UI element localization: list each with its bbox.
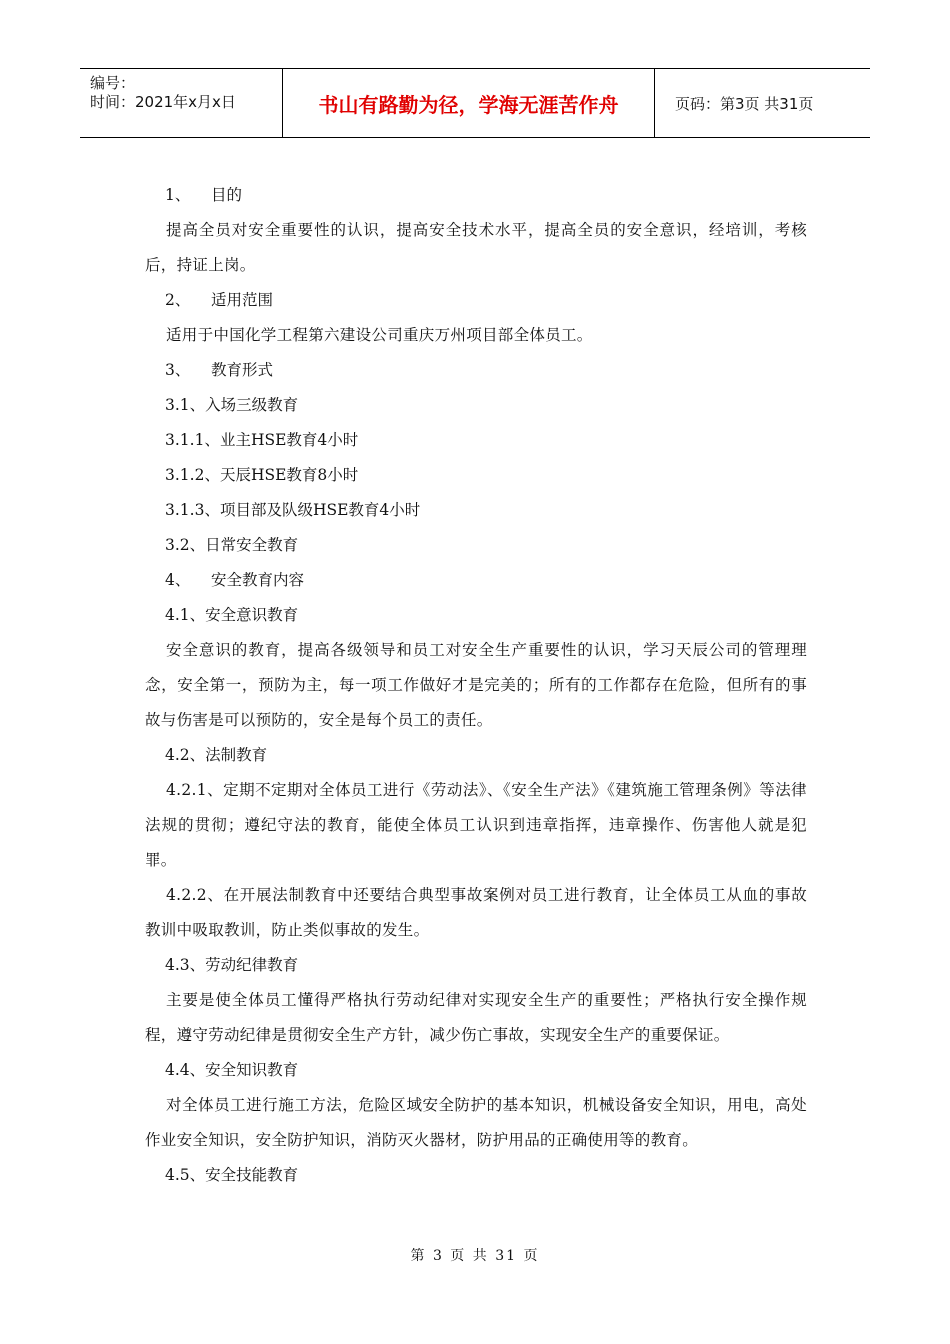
section-heading bbox=[145, 563, 807, 598]
section-title: 安全教育内容 bbox=[211, 571, 305, 589]
paragraph: 主要是使全体员工懂得严格执行劳动纪律对实现安全生产的重要性；严格执行安全操作规程，遵守劳动纪律是贯彻安全生产方针，减少伤亡事故，实现安全生产的重要保证。 bbox=[145, 991, 807, 1044]
paragraph: 对全体员工进行施工方法，危险区域安全防护的基本知识，机械设备安全知识，用电，高处作业安全知识，安全防护知识，消防灭火器材，防护用品的正确使用等的教育。 bbox=[145, 1096, 807, 1149]
header-table bbox=[80, 68, 870, 138]
document-number: 编号： bbox=[90, 74, 136, 92]
header-meta-cell bbox=[80, 69, 283, 137]
paragraph: 提高全员对安全重要性的认识，提高安全技术水平，提高全员的安全意识，经培训，考核后，持证上岗。 bbox=[145, 221, 807, 274]
subsection-heading: 3.1.2、天辰HSE教育8小时 bbox=[165, 466, 359, 484]
subsection-heading: 4.5、安全技能教育 bbox=[165, 1166, 299, 1184]
paragraph: 适用于中国化学工程第六建设公司重庆万州项目部全体员工。 bbox=[166, 326, 593, 344]
section-number: 2、 bbox=[165, 291, 191, 309]
subsection-heading: 4.3、劳动纪律教育 bbox=[165, 956, 299, 974]
subsection-heading: 3.2、日常安全教育 bbox=[165, 536, 299, 554]
section-number: 3、 bbox=[165, 361, 191, 379]
subsection-heading: 4.4、安全知识教育 bbox=[165, 1061, 299, 1079]
section-title: 适用范围 bbox=[211, 291, 274, 309]
header-page-info bbox=[665, 69, 870, 137]
section-title: 目的 bbox=[211, 186, 243, 204]
header-slogan: 书山有路勤为径，学海无涯苦作舟 bbox=[283, 69, 655, 137]
document-body bbox=[145, 178, 807, 1193]
section-heading bbox=[145, 178, 807, 213]
page-info-text: 页码：第3页 共31页 bbox=[675, 94, 814, 113]
section-title: 教育形式 bbox=[211, 361, 274, 379]
subsection-heading: 3.1.1、业主HSE教育4小时 bbox=[165, 431, 359, 449]
paragraph: 4.2.1、定期不定期对全体员工进行《劳动法》、《安全生产法》《建筑施工管理条例》等法律法规的贯彻；遵纪守法的教育，能使全体员工认识到违章指挥，违章操作、伤害他人就是犯罪。 bbox=[145, 781, 807, 869]
paragraph: 安全意识的教育，提高各级领导和员工对安全生产重要性的认识，学习天辰公司的管理理念，安全第一，预防为主，每一项工作做好才是完美的；所有的工作都存在危险，但所有的事故与伤害是可以预防的，安全是每个员工的责任。 bbox=[145, 641, 807, 729]
subsection-heading: 3.1.3、项目部及队级HSE教育4小时 bbox=[165, 501, 421, 519]
subsection-heading: 3.1、入场三级教育 bbox=[165, 396, 299, 414]
section-number: 1、 bbox=[165, 186, 191, 204]
paragraph: 4.2.2、在开展法制教育中还要结合典型事故案例对员工进行教育，让全体员工从血的事故教训中吸取教训，防止类似事故的发生。 bbox=[145, 886, 807, 939]
subsection-heading: 4.2、法制教育 bbox=[165, 746, 268, 764]
page-footer: 第 3 页 共 31 页 bbox=[410, 1248, 540, 1264]
subsection-heading: 4.1、安全意识教育 bbox=[165, 606, 299, 624]
section-heading bbox=[145, 283, 807, 318]
section-number: 4、 bbox=[165, 571, 191, 589]
document-date: 时间：2021年x月x日 bbox=[90, 93, 236, 111]
section-heading bbox=[145, 353, 807, 388]
